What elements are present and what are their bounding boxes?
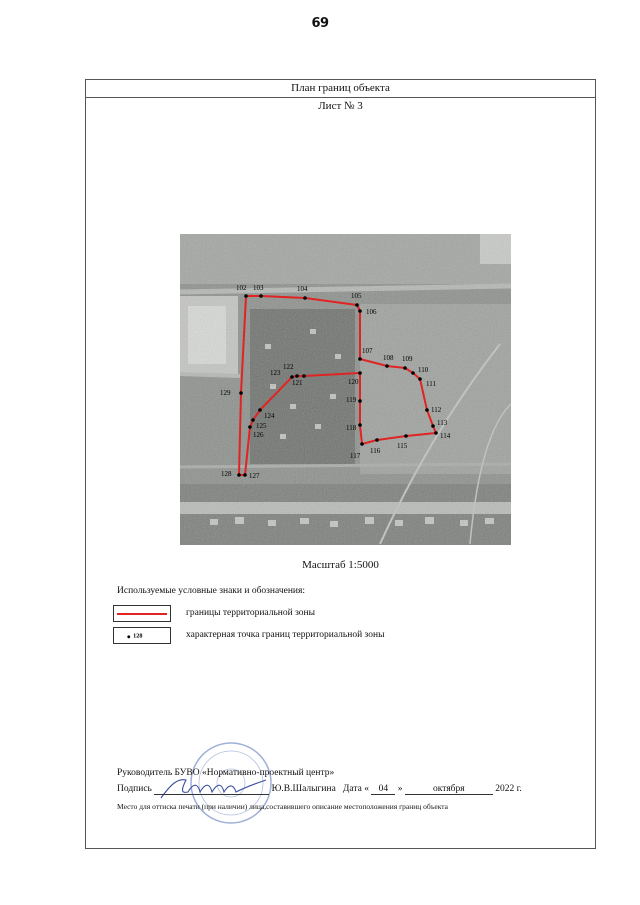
point-label: 105 (351, 292, 362, 300)
point-label: 123 (270, 369, 281, 377)
point-label: 127 (249, 472, 260, 480)
point-label: 102 (236, 284, 247, 292)
point-label: 118 (346, 424, 357, 432)
signer-name: Ю.В.Шалыгина (271, 784, 336, 794)
document-frame (85, 79, 596, 849)
point-label: 107 (362, 347, 373, 355)
legend-point-text: характерная точка границ территориальной зоны (186, 630, 385, 640)
point-label: 117 (350, 452, 361, 460)
point-label: 104 (297, 285, 308, 293)
date-label: Дата « (342, 784, 369, 794)
point-label: 126 (253, 431, 264, 439)
signature-label: Подпись (117, 784, 152, 794)
satellite-map (180, 234, 511, 545)
point-icon (114, 628, 170, 643)
point-label: 109 (402, 355, 413, 363)
point-label: 103 (253, 284, 264, 292)
red-line-icon (117, 613, 167, 615)
point-label: 113 (437, 419, 448, 427)
sheet-label: Лист № 3 (318, 100, 363, 112)
legend-title: Используемые условные знаки и обозначения: (117, 586, 306, 596)
date-separator: » (397, 784, 403, 794)
point-label: 112 (431, 406, 442, 414)
page-number: 69 (311, 16, 329, 31)
point-label: 116 (370, 447, 381, 455)
point-label: 124 (264, 412, 275, 420)
point-label: 119 (346, 396, 357, 404)
point-label: 121 (292, 379, 303, 387)
legend-point-sample (113, 627, 171, 644)
point-label: 128 (221, 470, 232, 478)
signature-line (117, 784, 522, 795)
point-label: 110 (418, 366, 429, 374)
legend-point-label: 128 (133, 633, 143, 640)
date-year: 2022 г. (495, 784, 522, 794)
point-label: 125 (256, 422, 267, 430)
map-scale: Масштаб 1:5000 (302, 559, 379, 571)
point-label: 129 (220, 389, 231, 397)
legend-boundary-sample (113, 605, 171, 622)
legend-boundary-text: границы территориальной зоны (186, 608, 316, 618)
stamp-note: Место для оттиска печати (при наличии) лица,составившего описание местоположения границ объекта (117, 802, 448, 811)
point-label: 122 (283, 363, 294, 371)
date-month: октября (405, 784, 493, 795)
date-day: 04 (371, 784, 395, 795)
document-title: План границ объекта (86, 80, 595, 98)
point-label: 108 (383, 354, 394, 362)
signature-field (154, 784, 269, 795)
head-title: Руководитель БУВО «Нормативно-проектный центр» (117, 768, 335, 778)
point-label: 114 (440, 432, 451, 440)
point-label: 120 (348, 378, 359, 386)
point-label: 111 (426, 380, 436, 388)
point-label: 115 (397, 442, 408, 450)
point-label: 106 (366, 308, 377, 316)
